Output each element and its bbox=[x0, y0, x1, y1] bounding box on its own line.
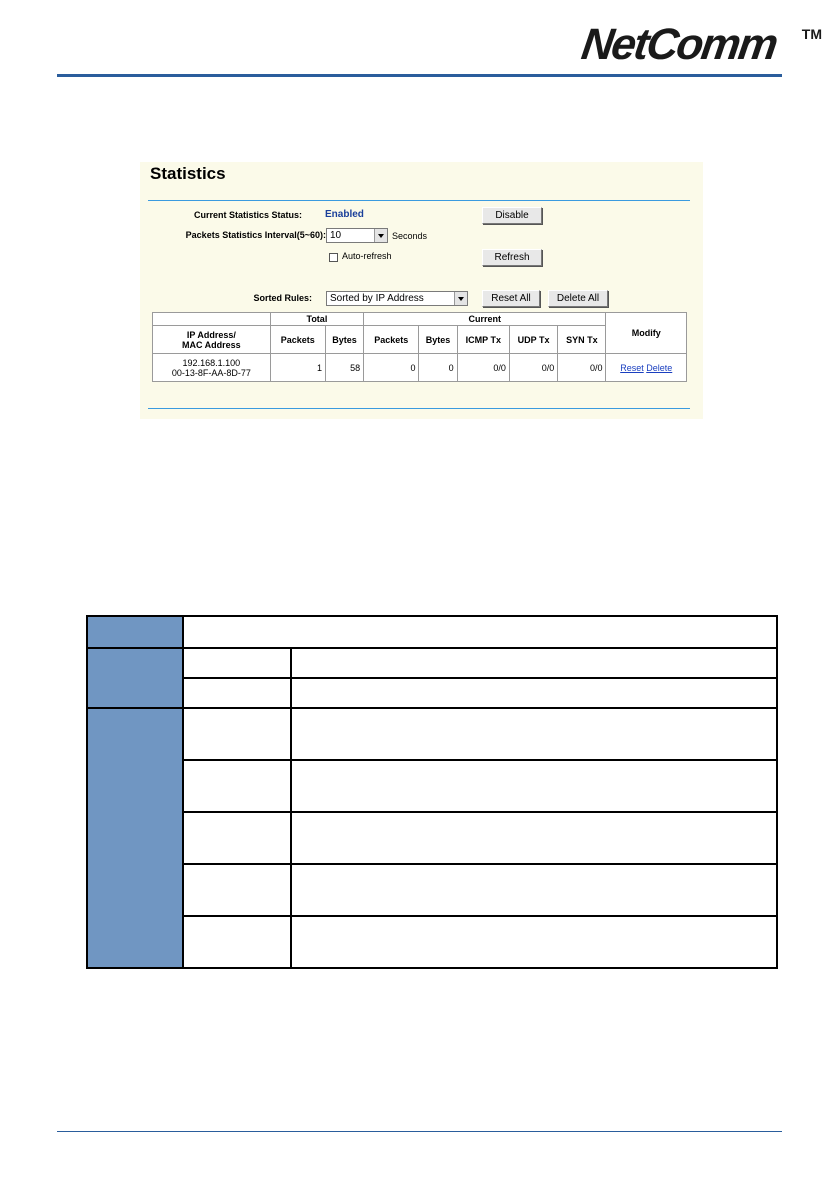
desc-term-cell bbox=[183, 678, 291, 708]
table-row bbox=[153, 354, 687, 382]
interval-label: Packets Statistics Interval(5~60): bbox=[185, 230, 326, 240]
current-bytes-value: 0 bbox=[419, 354, 457, 382]
udp-value: 0/0 bbox=[509, 354, 557, 382]
desc-text-cell bbox=[291, 708, 777, 760]
desc-term-cell bbox=[183, 812, 291, 864]
group-current-header: Current bbox=[364, 313, 606, 326]
empty-header-cell bbox=[153, 313, 271, 326]
total-bytes-header: Bytes bbox=[325, 326, 363, 354]
current-bytes-header: Bytes bbox=[419, 326, 457, 354]
delete-link[interactable]: Delete bbox=[646, 362, 673, 373]
mac-header: MAC Address bbox=[181, 339, 241, 350]
total-packets-header: Packets bbox=[270, 326, 325, 354]
sorted-rules-label: Sorted Rules: bbox=[253, 293, 312, 303]
seconds-label: Seconds bbox=[392, 231, 428, 241]
desc-row bbox=[87, 648, 777, 678]
desc-header-wide-cell bbox=[183, 616, 777, 648]
sorted-rules-select[interactable] bbox=[326, 291, 468, 306]
ip-value: 192.168.1.100 bbox=[182, 357, 241, 368]
syn-header: SYN Tx bbox=[558, 326, 606, 354]
desc-text-cell bbox=[291, 678, 777, 708]
udp-header: UDP Tx bbox=[509, 326, 557, 354]
chevron-down-icon bbox=[374, 229, 387, 242]
modify-cell bbox=[606, 354, 687, 382]
icmp-header: ICMP Tx bbox=[457, 326, 509, 354]
ip-mac-header bbox=[153, 326, 271, 354]
desc-row bbox=[87, 812, 777, 864]
total-packets-value: 1 bbox=[270, 354, 325, 382]
desc-term-cell bbox=[183, 648, 291, 678]
desc-header-cell bbox=[87, 616, 183, 648]
interval-value: 10 bbox=[330, 230, 342, 241]
current-status-value: Enabled bbox=[325, 209, 364, 220]
desc-row bbox=[87, 864, 777, 916]
modify-header: Modify bbox=[606, 313, 687, 354]
desc-row bbox=[87, 708, 777, 760]
netcomm-logo bbox=[578, 16, 822, 76]
footer-divider bbox=[57, 1131, 782, 1132]
page-title: Statistics bbox=[150, 164, 226, 183]
desc-group-cell-1 bbox=[87, 648, 183, 708]
desc-term-cell bbox=[183, 916, 291, 968]
interval-select[interactable] bbox=[326, 228, 388, 243]
ip-mac-cell bbox=[153, 354, 271, 382]
group-total-header: Total bbox=[270, 313, 364, 326]
desc-text-cell bbox=[291, 916, 777, 968]
desc-text-cell bbox=[291, 812, 777, 864]
ip-header: IP Address/ bbox=[186, 329, 236, 340]
desc-row bbox=[87, 678, 777, 708]
desc-row bbox=[87, 916, 777, 968]
refresh-button[interactable]: Refresh bbox=[482, 249, 542, 266]
desc-group-cell-2 bbox=[87, 708, 183, 968]
current-status-label: Current Statistics Status: bbox=[193, 210, 302, 220]
table-group-header-row bbox=[153, 313, 687, 326]
disable-button[interactable]: Disable bbox=[482, 207, 542, 224]
total-bytes-value: 58 bbox=[325, 354, 363, 382]
statistics-table bbox=[152, 312, 687, 382]
syn-value: 0/0 bbox=[558, 354, 606, 382]
desc-term-cell bbox=[183, 708, 291, 760]
icmp-value: 0/0 bbox=[457, 354, 509, 382]
description-table bbox=[86, 615, 778, 969]
logo-text: NetComm bbox=[578, 20, 780, 69]
header-divider bbox=[57, 74, 782, 77]
current-packets-header: Packets bbox=[364, 326, 419, 354]
mac-value: 00-13-8F-AA-8D-77 bbox=[171, 367, 251, 378]
desc-term-cell bbox=[183, 760, 291, 812]
desc-term-cell bbox=[183, 864, 291, 916]
panel-divider-top bbox=[148, 200, 690, 201]
desc-row bbox=[87, 760, 777, 812]
auto-refresh-checkbox[interactable] bbox=[329, 253, 338, 262]
reset-all-button[interactable]: Reset All bbox=[482, 290, 540, 307]
desc-text-cell bbox=[291, 864, 777, 916]
chevron-down-icon bbox=[454, 292, 467, 305]
auto-refresh-label: Auto-refresh bbox=[342, 251, 392, 261]
desc-text-cell bbox=[291, 760, 777, 812]
reset-link[interactable]: Reset bbox=[620, 362, 644, 373]
current-packets-value: 0 bbox=[364, 354, 419, 382]
sorted-rules-value: Sorted by IP Address bbox=[330, 293, 424, 304]
desc-header-row bbox=[87, 616, 777, 648]
statistics-panel bbox=[140, 162, 703, 419]
delete-all-button[interactable]: Delete All bbox=[548, 290, 608, 307]
logo-trademark: TM bbox=[801, 26, 822, 42]
panel-divider-bottom bbox=[148, 408, 690, 409]
desc-text-cell bbox=[291, 648, 777, 678]
